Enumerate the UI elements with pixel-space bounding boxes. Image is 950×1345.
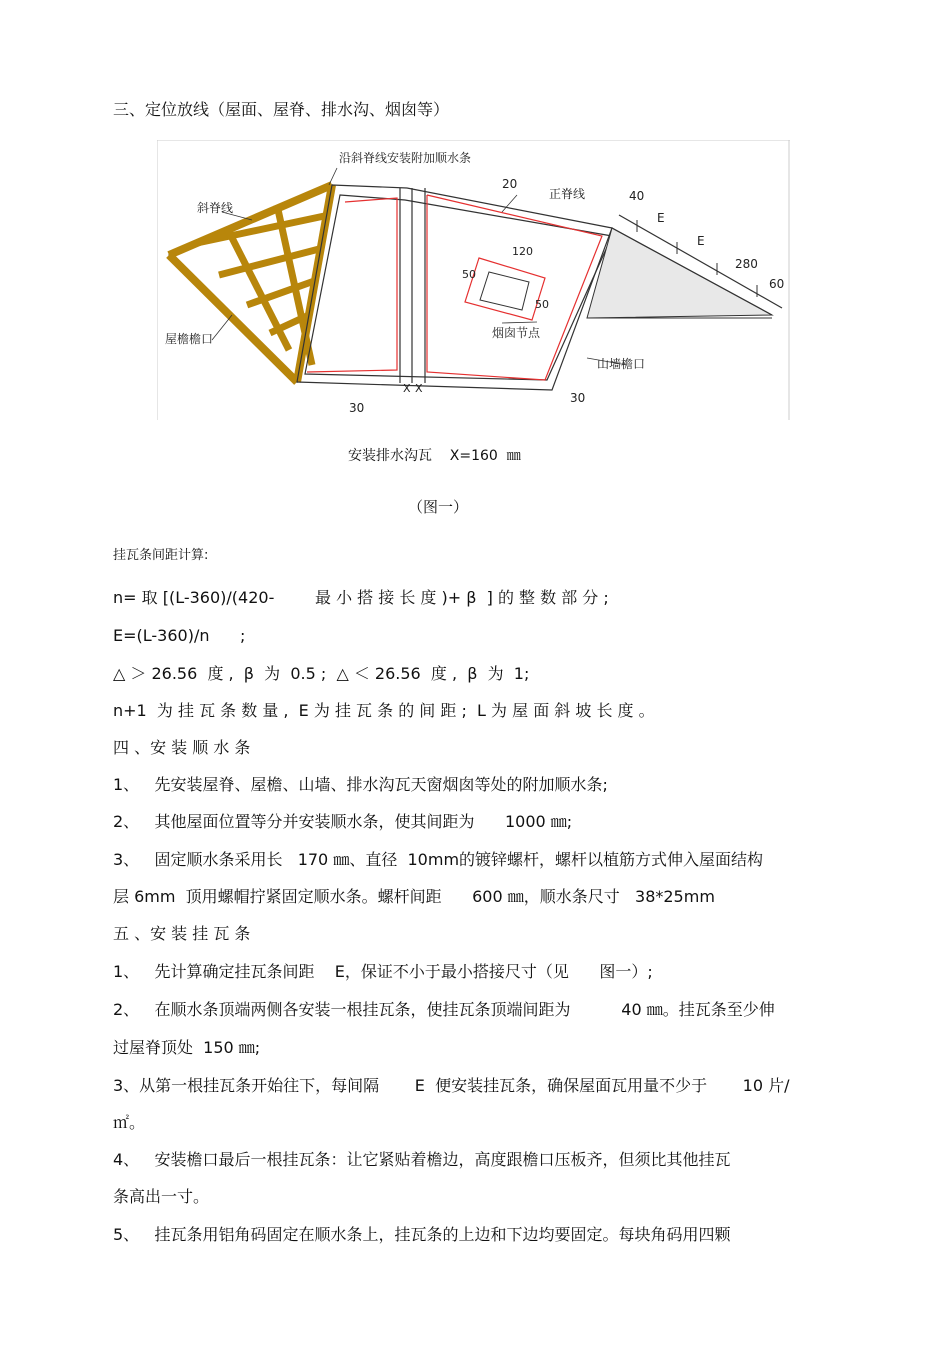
figure-number: （图一）	[408, 498, 469, 516]
calc-heading: 挂瓦条间距计算:	[113, 548, 209, 563]
formula-n-part1: n= 取 [(L-360)/(420-	[113, 588, 275, 607]
dim-e1: E	[657, 211, 665, 225]
label-gable: 山墙檐口	[597, 357, 646, 371]
dim-30a: 30	[349, 401, 365, 415]
hip-roof-battens	[169, 185, 332, 382]
label-hip-line: 斜脊线	[197, 201, 234, 215]
s5-item-2-cont: 过屋脊顶处 150 ㎜;	[113, 1038, 261, 1057]
section-5-title: 五 、安 装 挂 瓦 条	[113, 924, 251, 943]
roof-layout-diagram	[157, 140, 790, 420]
dim-50b: 50	[535, 298, 549, 311]
label-chimney: 烟囱节点	[492, 326, 541, 340]
s5-item-3-cont: ㎡。	[113, 1113, 146, 1132]
label-top-note: 沿斜脊线安装附加顺水条	[339, 151, 472, 165]
dim-60: 60	[769, 277, 785, 291]
s4-item-2: 2、 其他屋面位置等分并安装顺水条，使其间距为 1000 ㎜;	[113, 812, 573, 831]
dim-30b: 30	[570, 391, 586, 405]
dim-280: 280	[735, 257, 758, 271]
formula-angle: △ ＞ 26.56 度 , β 为 0.5 ; △ ＜ 26.56 度 , β 为 1;	[113, 664, 530, 683]
label-eave: 屋檐檐口	[165, 332, 214, 346]
s4-item-1: 1、 先安装屋脊、屋檐、山墙、排水沟瓦天窗烟囱等处的附加顺水条;	[113, 775, 608, 794]
dim-x2: X	[415, 382, 423, 395]
formula-n-part2: 最 小 搭 接 长 度 )+ β ] 的 整 数 部 分 ;	[315, 588, 609, 607]
dim-20: 20	[502, 177, 518, 191]
valley-gutter	[400, 188, 425, 383]
red-guide-lines	[307, 195, 602, 380]
section-4-title: 四 、安 装 顺 水 条	[113, 738, 251, 757]
formula-definitions: n+1 为 挂 瓦 条 数 量 , E 为 挂 瓦 条 的 间 距 ; L 为 屋 面 斜 坡 长 度 。	[113, 701, 655, 720]
s5-item-5: 5、 挂瓦条用铝角码固定在顺水条上，挂瓦条的上边和下边均要固定。每块角码用四颗	[113, 1225, 731, 1244]
dim-x1: X	[403, 382, 411, 395]
main-roof-outline	[297, 185, 612, 390]
s5-item-3: 3、从第一根挂瓦条开始往下，每间隔 E 便安装挂瓦条，确保屋面瓦用量不少于 10 片/	[113, 1076, 790, 1095]
s5-item-2: 2、 在顺水条顶端两侧各安装一根挂瓦条，使挂瓦条顶端间距为 40 ㎜。挂瓦条至少伸	[113, 1000, 775, 1019]
formula-e: E=(L-360)/n ;	[113, 626, 246, 645]
chimney-node-box	[465, 258, 545, 320]
s5-item-4: 4、 安装檐口最后一根挂瓦条：让它紧贴着檐边，高度跟檐口压板齐，但须比其他挂瓦	[113, 1150, 731, 1169]
dim-e2: E	[697, 234, 705, 248]
dim-50a: 50	[462, 268, 476, 281]
dim-120: 120	[512, 245, 533, 258]
s5-item-1: 1、 先计算确定挂瓦条间距 E，保证不小于最小搭接尺寸（见 图一）;	[113, 962, 653, 981]
section-3-title: 三、定位放线（屋面、屋脊、排水沟、烟囱等）	[113, 100, 450, 119]
s4-item-3-cont: 层 6mm 顶用螺帽拧紧固定顺水条。螺杆间距 600 ㎜，顺水条尺寸 38*25mm	[113, 887, 715, 906]
dim-40: 40	[629, 189, 645, 203]
s4-item-3: 3、 固定顺水条采用长 170 ㎜、直径 10mm的镀锌螺杆，螺杆以植筋方式伸入屋面结构	[113, 850, 764, 869]
s5-item-4-cont: 条高出一寸。	[113, 1187, 210, 1206]
figure-caption: 安装排水沟瓦 X=160 ㎜	[348, 448, 521, 464]
label-ridge-line: 正脊线	[549, 187, 586, 201]
